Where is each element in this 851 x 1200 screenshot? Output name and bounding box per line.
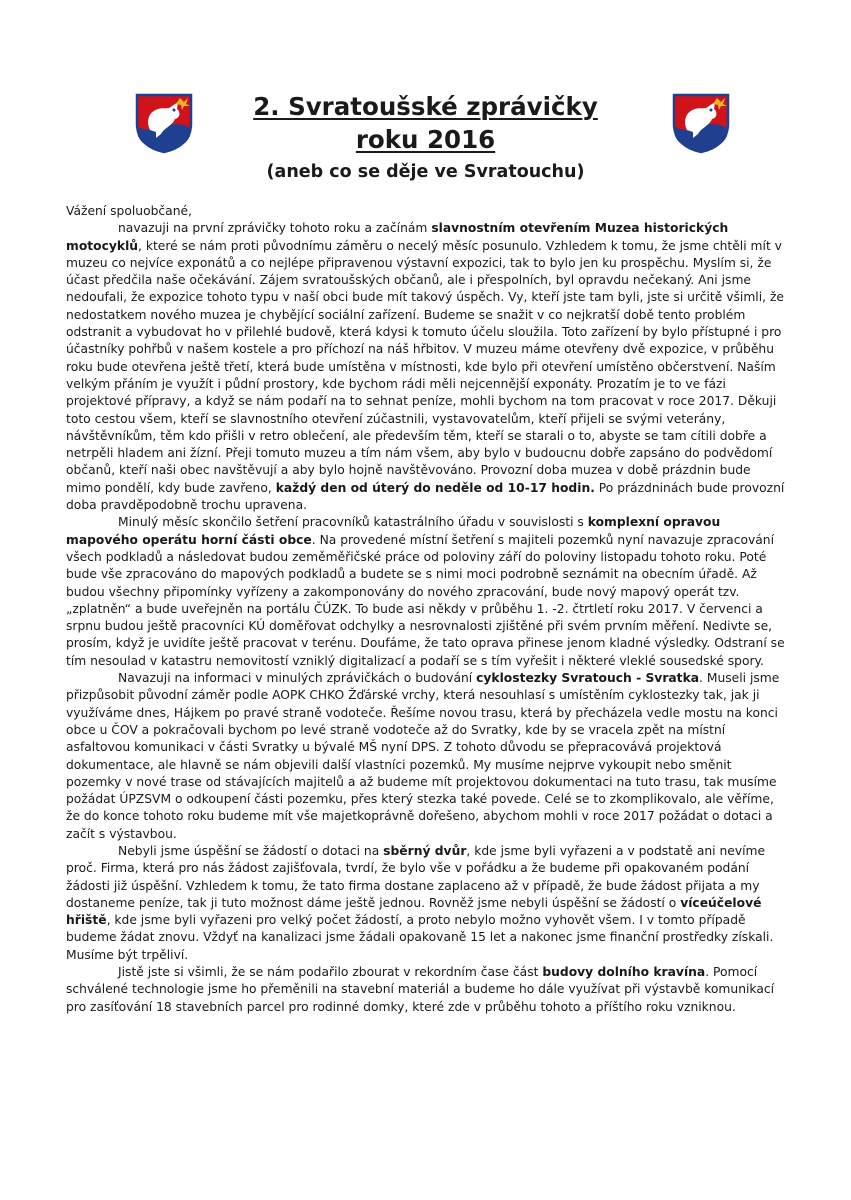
text-run: Jistě jste si všimli, že se nám podařilo zbourat v rekordním čase část	[118, 965, 543, 980]
paragraph-grants	[66, 843, 786, 964]
bold-run: každý den od úterý do neděle od 10-17 hodin.	[275, 480, 595, 495]
newsletter-header	[0, 90, 851, 186]
page-title-line-2: roku 2016	[355, 125, 496, 154]
page-subtitle: (aneb co se děje ve Svratouchu)	[266, 162, 585, 182]
text-run: , kde jsme byli vyřazeni a v podstatě ani nevíme proč. Firma, která pro nás žádost zajišťovala, tvrdí, že bylo vše v pořádku a že budeme při opakovaném podání žádosti již úspěšní. Vzhledem k tomu, že tato firma dostane zaplaceno až v případě, že bude žádost přijata a my dostaneme peníze, tak ji tuto možnost dáme ještě jednou. Rovněž jsme nebyli úspěšní se žádostí o	[66, 843, 766, 910]
text-run: . Na provedené místní šetření s majiteli pozemků nyní navazuje zpracování všech podkladů a následovat budou zeměměřičské práce od poloviny září do poloviny listopadu tohoto roku. Poté bude vše zpracováno do mapových podkladů a budete se s nimi moci podrobně seznámit na obecním úřadě. Až budou všechny připomínky vyřízeny a zakomponovány do nového zpracování, bude nový mapový operát tzv. „zplatněn“ a bude uveřejněn na portálu ČÚZK. To bude asi někdy v průběhu 1. -2. čtrtletí roku 2017. V červenci a srpnu budou ještě pracovníci KÚ doměřovat odchylky a nesrovnalosti zjištěné při svém prvním měření. Nedivte se, prosím, když je uvidíte ještě pracovat v terénu. Doufáme, že tato oprava přinese jenom kladné výsledky. Odstraní se tím nesoulad v katastru nemovitostí vzniklý digitalizací a podaří se s tím vyřešit i některé vleklé sousedské spory.	[66, 532, 785, 668]
bold-run: sběrný dvůr	[383, 843, 467, 858]
text-run: . Pomocí schválené technologie jsme ho přeměnili na stavební materiál a budeme ho dále využívat při výstavbě komunikací pro zasíťování 18 stavebních parcel pro rodinné domky, které zde v průběhu tohoto a příštího roku vzniknou.	[66, 965, 775, 1014]
greeting: Vážení spoluobčané,	[66, 204, 192, 218]
paragraph-cycle-path	[66, 670, 786, 843]
paragraph-cowshed	[66, 964, 786, 1016]
text-run: Navazuji na informaci v minulých zprávičkách o budování	[118, 671, 477, 686]
paragraph-cadastre	[66, 514, 786, 670]
paragraph-museum	[66, 220, 786, 514]
bold-run: budovy dolního kravína	[542, 965, 706, 980]
text-run: , kde jsme byli vyřazeni pro velký počet žádostí, a proto nebylo možno vyhovět všem. I v tomto případě budeme žádat znovu. Vždyť na kanalizaci jsme žádali opakovaně 15 let a nakonec jsme finanční prostředky získali. Musíme být trpěliví.	[66, 913, 774, 962]
bold-run: cyklostezky Svratouch - Svratka	[476, 671, 700, 686]
bold-run: slavnostním otevřením Muzea historických motocyklů	[66, 221, 729, 253]
page-title-line-1: 2. Svratoušské zprávičky	[253, 92, 598, 121]
text-run: Po prázdninách bude provozní doba pravděpodobně trochu upravena.	[66, 480, 785, 513]
text-run: navazuji na první zprávičky tohoto roku a začínám	[118, 221, 432, 236]
letter-body	[66, 203, 786, 1016]
text-run: Nebyli jsme úspěšní se žádostí o dotaci na	[118, 843, 384, 858]
text-run: Minulý měsíc skončilo šetření pracovníků katastrálního úřadu v souvislosti s	[118, 515, 588, 530]
bold-run: komplexní opravou mapového operátu horní části obce	[66, 515, 721, 547]
text-run: , které se nám proti původnímu záměru o necelý měsíc posunulo. Vzhledem k tomu, že jsme chtěli mít v muzeu co nejvíce exponátů a co nejlépe připravenou výstavní expozici, tak to bylo jen ku prospěchu. Myslím si, že účast předčila naše očekávání. Zájem svratoušských občanů, ale i přespolních, byl opravdu nečekaný. Ani jsme nedoufali, že expozice tohoto typu v naší obci bude mít takový úspěch. Vy, kteří jste tam byli, jste si určitě všimli, že nedostatkem nového muzea je chybějící sociální zařízení. Budeme se snažit v co nejkratší době tento problém odstranit a vybudovat ho v přilehlé budově, která kdysi k tomuto účelu sloužila. Toto zařízení by bylo přístupné i pro účastníky pohřbů v našem kostele a pro příchozí na náš hřbitov. V muzeu máme otevřeny dvě expozice, v průběhu roku bude otevřena ještě třetí, která bude umístěna v místnosti, kde bylo při otevření umístěno občerstvení. Naším velkým přáním je využít i půdní prostory, kde bychom rádi měli nejcennější exponáty. Prozatím je to ve fázi projektové přípravy, a když se nám podaří na to sehnat peníze, mohli bychom na tom pracovat v roce 2017. Děkuji toto cestou všem, kteří se slavnostního otevření zúčastnili, vystavovatelům, kteří přijeli se svými veterány, návštěvníkům, těm kdo přišli v retro oblečení, ale především těm, kteří se starali o to, abyste se tam cítili dobře a netrpěli hladem ani žízní. Přeji tomuto muzeu a tím nám všem, aby bylo v budoucnu dobře zapsáno do podvědomí občanů, kteří naši obec navštěvují a aby bylo hojně navštěvováno. Provozní doba muzea v době prázdnin bude mimo pondělí, kdy bude zavřeno,	[66, 238, 784, 495]
bold-run: víceúčelové hřiště	[66, 895, 762, 928]
text-run: . Museli jsme přizpůsobit původní záměr podle AOPK CHKO Žďárské vrchy, která nesouhlasí s umístěním cyklostezky tak, jak ji využíváme dnes, Hájkem po pravé straně vodoteče. Řešíme novou trasu, která by přecházela vedle mostu na konci obce u ČOV a pokračovali bychom po levé straně vodoteče až do Svratky, kde by se vracela zpět na místní asfaltovou komunikaci v části Svratky u bývalé MŠ nyní DPS. Z tohoto důvodu se přepracovává projektová dokumentace, ale hlavně se nám objevili další vlastníci pozemků. My musíme nejprve vykoupit nebo směnit pozemky v nové trase od stávajících majitelů a až budeme mít projektovou dokumentaci na tuto trasu, tak musíme požádat ÚPZSVM o odkoupení části pozemku, přes který stezka také povede. Celé se to zkomplikovalo, ale věříme, že do konce tohoto roku budeme mít vše majetkoprávně dořešeno, abychom mohli v roce 2017 požádat o dotaci a začít s výstavbou.	[66, 671, 780, 841]
